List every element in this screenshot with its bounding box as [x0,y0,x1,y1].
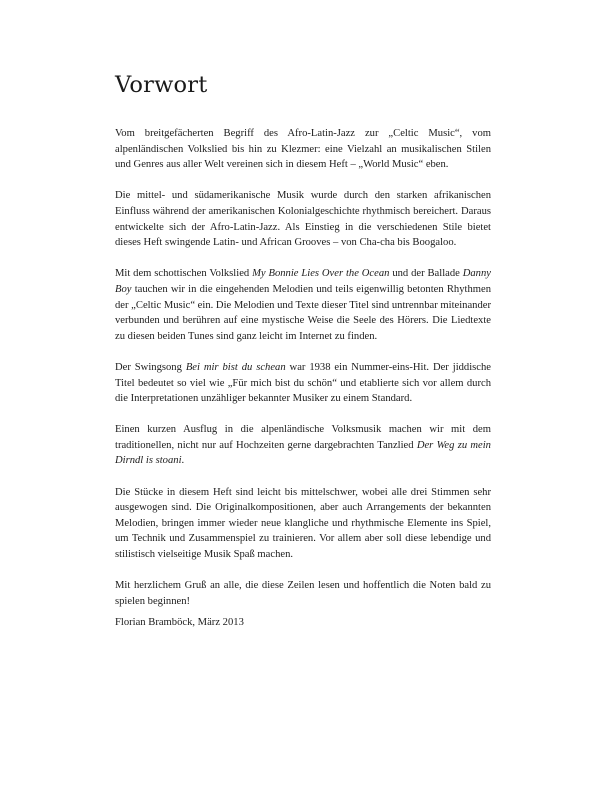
song-title: Danny Boy [115,268,491,295]
paragraph-swing: Der Swingsong Bei mir bist du schean war 1938 ein Nummer-eins-Hit. Der jiddische Titel bedeutet so viel wie „Für mich bist du schön“ und etablierte sich vor allem durch die Interpretationen unzähliger bekannter Musiker zu einem Standard. [115,361,491,405]
page-title: Vorwort [115,72,208,98]
body-text [115,126,491,647]
song-title: Der Weg zu mein Dirndl is stoani [115,439,491,467]
song-title: My Bonnie Lies Over the Ocean [252,268,390,280]
song-title: Bei mir bist du schean [185,361,286,373]
signature: Florian Bramböck, März 2013 [115,617,244,629]
paragraph-latin: Die mittel- und südamerikanische Musik wurde durch den starken afrikanischen Einfluss während der amerikanischen Kolonialgeschichte rhythmisch bereichert. Daraus entwickelte sich der Afro-Latin-Jazz. Als Einstieg in die verschiedenen Stile bietet dieses Heft swingende Latin- und African Grooves – von Cha-cha bis Boogaloo. [115,190,491,249]
paragraph-difficulty: Die Stücke in diesem Heft sind leicht bis mittelschwer, wobei alle drei Stimmen sehr ausgewogen sind. Die Originalkompositionen, aber auch Arrangements der bekannten Melodien, bringen immer wieder neue klangliche und rhythmische Elemente ins Spiel, um Technik und Zusammenspiel zu trainieren. Vor allem aber soll diese lebendige und stilistisch vielseitige Musik Spaß machen. [115,486,491,561]
paragraph-celtic: Mit dem schottischen Volkslied My Bonnie Lies Over the Ocean und der Ballade Danny Boy tauchen wir in die eingehenden Melodien und teils eigenwillig betonten Rhythmen der „Celtic Music“ ein. Die Melodien und Texte dieser Titel sind untrennbar miteinander verbunden und berühren auf eine mystische Weise die Seele des Hörers. Die Liedtexte zu diesen beiden Tunes sind ganz leicht im Internet zu finden. [115,268,491,342]
paragraph-alpine: Einen kurzen Ausflug in die alpenländische Volksmusik machen wir mit dem traditionellen, nicht nur auf Hochzeiten gerne dargebrachten Tanzlied Der Weg zu mein Dirndl is stoani. [115,424,491,467]
paragraph-intro: Vom breitgefächerten Begriff des Afro-Latin-Jazz zur „Celtic Music“, vom alpenländischen Volkslied bis hin zu Klezmer: eine Vielzahl an musikalischen Stilen und Genres aus aller Welt vereinen sich in diesem Heft – „World Music“ eben. [115,128,491,171]
paragraph-greeting: Mit herzlichem Gruß an alle, die diese Zeilen lesen und hoffentlich die Noten bald zu spielen beginnen! [115,580,491,607]
